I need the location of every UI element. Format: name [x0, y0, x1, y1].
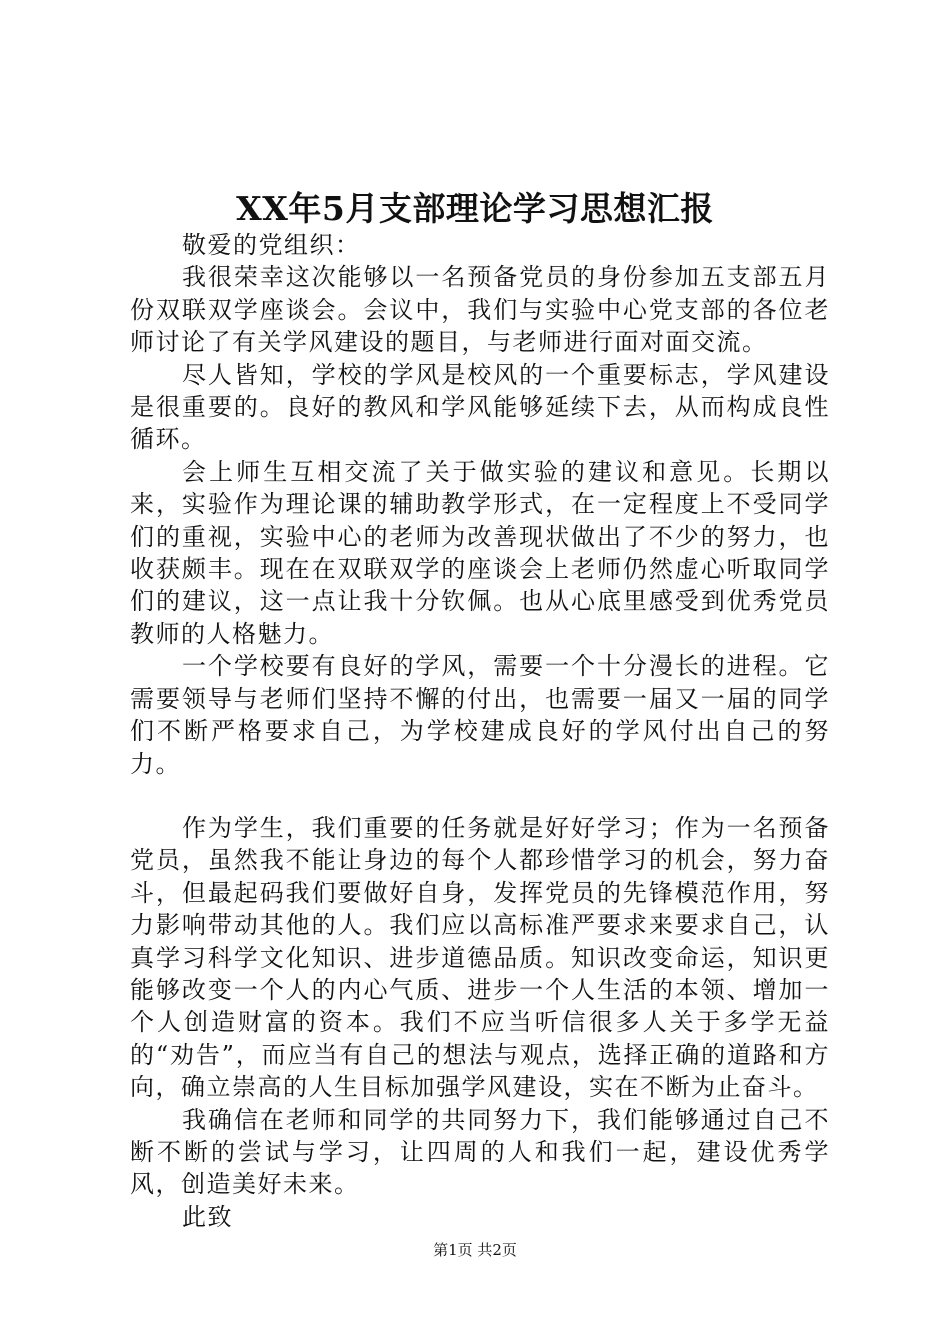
paragraph-1: 我很荣幸这次能够以一名预备党员的身份参加五支部五月份双联双学座谈会。会议中，我们与实验中心党支部的各位老师讨论了有关学风建设的题目，与老师进行面对面交流。 [130, 263, 830, 357]
paragraph-gap [130, 780, 830, 812]
paragraph-5: 作为学生，我们重要的任务就是好好学习；作为一名预备党员，虽然我不能让身边的每个人都珍惜学习的机会，努力奋斗，但最起码我们要做好自身，发挥党员的先锋模范作用，努力影响带动其他的人。我们应以高标准严要求来要求自己，认真学习科学文化知识、进步道德品质。知识改变命运，知识更能够改变一个人的内心气质、进步一个人生活的本领、增加一个人创造财富的资本。我们不应当听信很多人关于多学无益的“劝告”，而应当有自己的想法与观点，选择正确的道路和方向，确立崇高的人生目标加强学风建设，实在不断为止奋斗。 [130, 813, 830, 1102]
salutation: 敬爱的党组织： [182, 231, 361, 259]
closing: 此致 [182, 1202, 233, 1231]
paragraph-6: 我确信在老师和同学的共同努力下，我们能够通过自己不断不断的尝试与学习，让四周的人和我们一起，建设优秀学风，创造美好未来。 [130, 1105, 830, 1199]
paragraph-2: 尽人皆知，学校的学风是校风的一个重要标志，学风建设是很重要的。良好的教风和学风能够延续下去，从而构成良性循环。 [130, 360, 830, 454]
document-title: XX年5月支部理论学习思想汇报 [236, 189, 714, 228]
paragraph-3: 会上师生互相交流了关于做实验的建议和意见。长期以来，实验作为理论课的辅助教学形式，在一定程度上不受同学们的重视，实验中心的老师为改善现状做出了不少的努力，也收获颇丰。现在在双联双学的座谈会上老师仍然虚心听取同学们的建议，这一点让我十分钦佩。也从心底里感受到优秀党员教师的人格魅力。 [130, 457, 830, 648]
paragraph-4: 一个学校要有良好的学风，需要一个十分漫长的进程。它需要领导与老师们坚持不懈的付出，也需要一届又一届的同学们不断严格要求自己，为学校建成良好的学风付出自己的努力。 [130, 652, 830, 778]
document-body [130, 229, 830, 1233]
page-footer: 第1页 共2页 [433, 1241, 517, 1259]
